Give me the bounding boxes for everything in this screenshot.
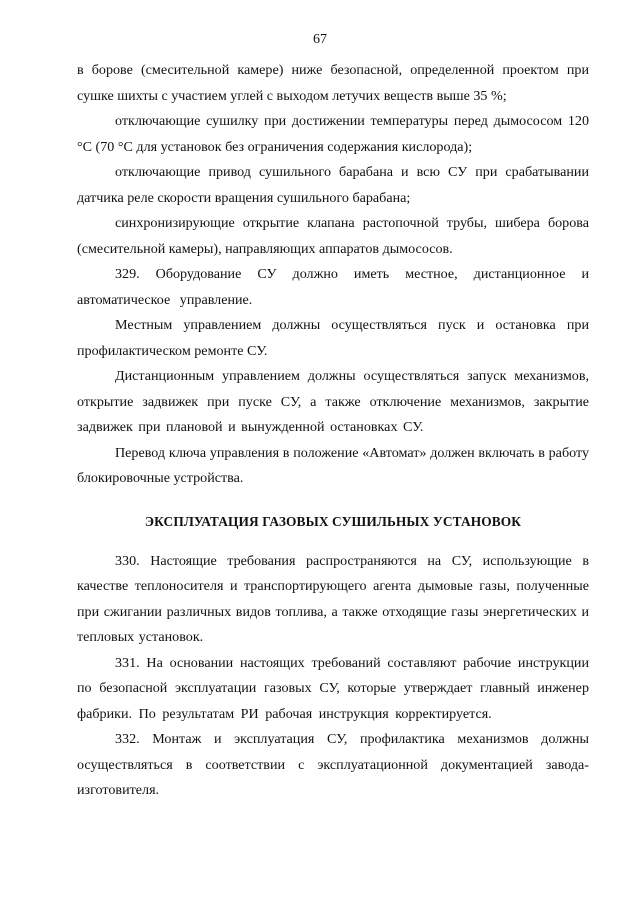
paragraph-drum-drive: отключающие привод сушильного барабана и всю СУ при срабатывании датчика реле скорости вращения сушильного барабана; [77,164,589,206]
section-heading: ЭКСПЛУАТАЦИЯ ГАЗОВЫХ СУШИЛЬНЫХ УСТАНОВОК [144,513,522,529]
page-content [77,58,589,804]
paragraph-331: 331. На основании настоящих требований составляют рабочие инструкции по безопасной эксплуатации газовых СУ, которые утверждает главный инженер фабрики. По результатам РИ рабочая инструкция корректируется. [77,654,589,722]
paragraph-332: 332. Монтаж и эксплуатация СУ, профилактика механизмов должны осуществляться в соответствии с эксплуатационной документацией завода-изготовителя. [77,731,589,798]
paragraph-local-control: Местным управлением должны осуществляться пуск и остановка при профилактическом ремонте СУ. [77,317,589,359]
page-number: 67 [313,32,327,47]
paragraph-329: 329. Оборудование СУ должно иметь местное, дистанционное и автоматическое управление. [77,266,589,308]
paragraph-automat-key: Перевод ключа управления в положение «Автомат» должен включать в работу блокировочные устройства. [77,444,589,486]
paragraph-exhauster-temperature: отключающие сушилку при достижении температуры перед дымососом 120 °С (70 °С для установок без ограничения содержания кислорода); [77,113,589,155]
paragraph-remote-control: Дистанционным управлением должны осуществляться запуск механизмов, открытие задвижек при пуске СУ, а также отключение механизмов, закрытие задвижек при плановой и вынужденной остановках СУ. [77,368,589,435]
paragraph-synchronizing: синхронизирующие открытие клапана растопочной трубы, шибера борова (смесительной камеры), направляющих аппаратов дымососов. [77,215,589,257]
paragraph-flue-condition: в борове (смесительной камере) ниже безопасной, определенной проектом при сушке шихты с участием углей с выходом летучих веществ выше 35 %; [77,62,589,104]
paragraph-330: 330. Настоящие требования распространяются на СУ, использующие в качестве теплоносителя и транспортирующего агента дымовые газы, полученные при сжигании различных видов топлива, а также отходящие газы энергетических и тепловых установок. [77,552,589,645]
